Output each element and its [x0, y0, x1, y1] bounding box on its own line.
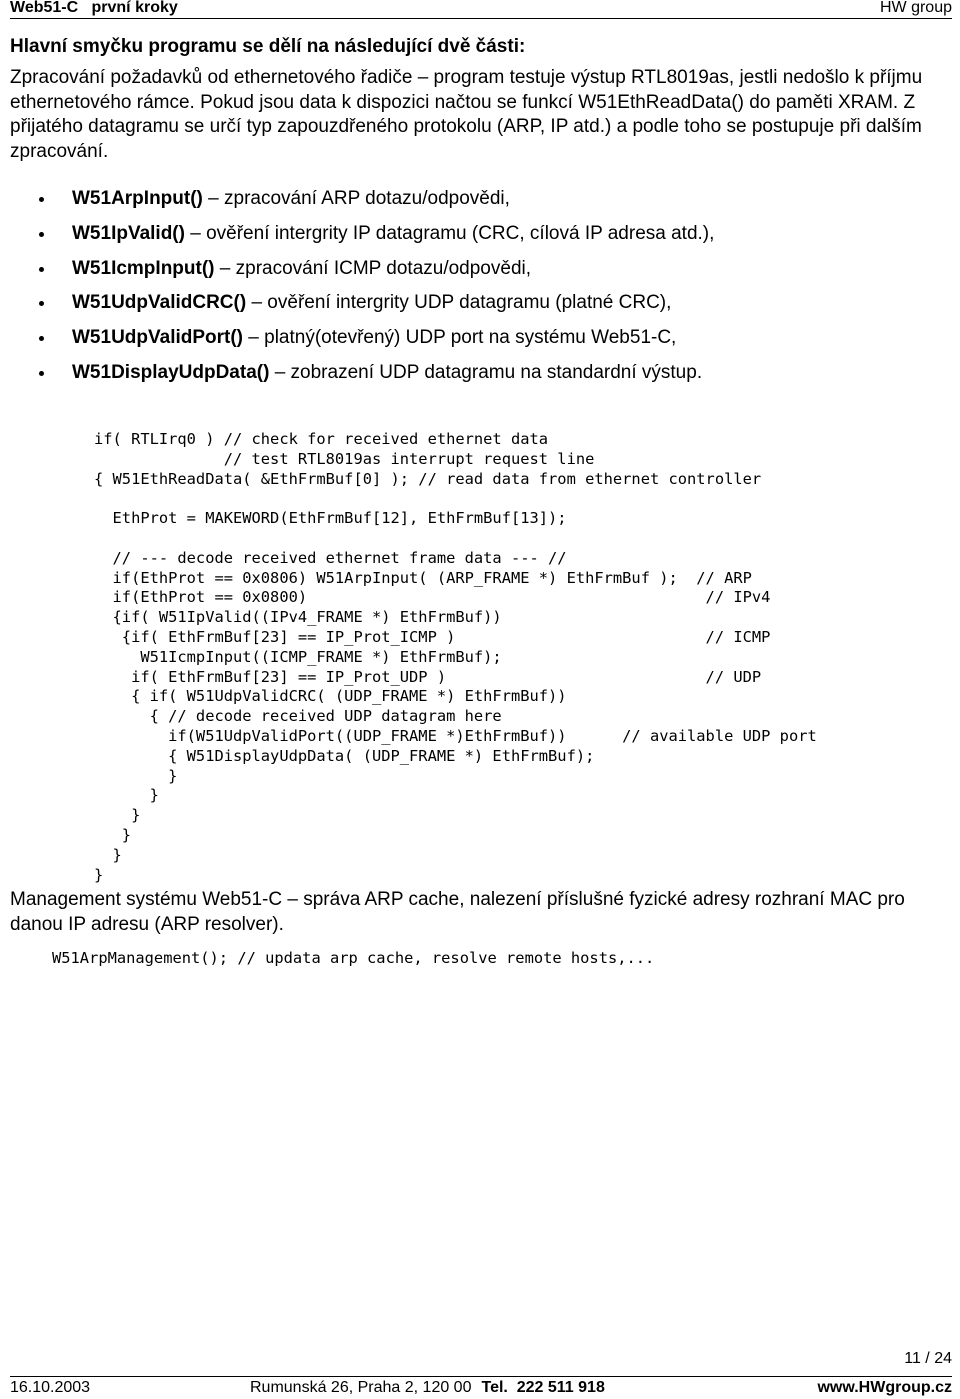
bullet-icon: [39, 301, 44, 306]
bullet-icon: [39, 371, 44, 376]
function-desc: – zobrazení UDP datagramu na standardní výstup.: [269, 361, 703, 383]
function-desc: – zpracování ARP dotazu/odpovědi,: [202, 188, 510, 209]
document-title: Web51-C první kroky: [10, 0, 178, 16]
page-header: [10, 0, 952, 19]
list-item: [10, 217, 950, 252]
management-code: W51ArpManagement(); // updata arp cache, resolve remote hosts,...: [52, 949, 655, 967]
list-item: [10, 286, 950, 321]
main-content: [10, 34, 950, 391]
footer-address: Rumunská 26, Praha 2, 120 00: [250, 1379, 472, 1396]
footer-tel: Tel. 222 511 918: [481, 1379, 605, 1396]
function-desc: – ověření intergrity UDP datagramu (platné CRC),: [246, 292, 672, 314]
function-desc: – ověření intergrity IP datagramu (CRC, cílová IP adresa atd.),: [184, 222, 715, 244]
section-heading: Hlavní smyčku programu se dělí na následující dvě části:: [10, 36, 526, 57]
bullet-icon: [39, 232, 44, 237]
list-item: [10, 252, 950, 287]
bullet-icon: [39, 336, 44, 341]
footer-web: www.HWgroup.cz: [817, 1379, 952, 1396]
list-item: [10, 356, 950, 391]
function-name: W51UdpValidCRC(): [72, 292, 247, 314]
intro-paragraph: Zpracování požadavků od ethernetového řadiče – program testuje výstup RTL8019as, jestli nedošlo k příjmu ethernetového rámce. Pokud jsou data k dispozici načtou se funkcí W51EthReadData() do paměti XRAM. Z přijatého datagramu se určí typ zapouzdřeného protokolu (ARP, IP atd.) a podle toho se postupuje při dalším zpracování.: [10, 67, 923, 162]
function-name: W51IcmpInput(): [72, 257, 215, 279]
function-desc: – platný(otevřený) UDP port na systému Web51-C,: [243, 327, 677, 349]
bullet-icon: [39, 267, 44, 272]
function-name: W51DisplayUdpData(): [72, 361, 270, 383]
function-list: [10, 182, 950, 391]
footer-date: 16.10.2003: [10, 1379, 91, 1396]
function-name: W51ArpInput(): [72, 188, 203, 209]
function-desc: – zpracování ICMP dotazu/odpovědi,: [214, 257, 532, 279]
list-item: [10, 321, 950, 356]
management-paragraph: Management systému Web51-C – správa ARP cache, nalezení příslušné fyzické adresy rozhraní MAC pro danou IP adresu (ARP resolver).: [10, 889, 905, 935]
main-loop-code: if( RTLIrq0 ) // check for received ethernet data // test RTL8019as interrupt request line { W51EthReadData( &EthFrmBuf[0] ); // read data from ethernet controller EthProt = MAKEWORD(EthFrmBuf[12], EthFrmBuf[13]); // --- decode received ethernet frame data --- // if(EthProt == 0x0806) W51ArpInput( (ARP_FRAME *) EthFrmBuf ); // ARP if(EthProt == 0x0800) // IPv4 {if( W51IpValid((IPv4_FRAME *) EthFrmBuf)) {if( EthFrmBuf[23] == IP_Prot_ICMP ) // ICMP W51IcmpInput((ICMP_FRAME *) EthFrmBuf); if( EthFrmBuf[23] == IP_Prot_UDP ) // UDP { if( W51UdpValidCRC( (UDP_FRAME *) EthFrmBuf)) { // decode received UDP datagram here if(W51UdpValidPort((UDP_FRAME *)EthFrmBuf)) // available UDP port { W51DisplayUdpData( (UDP_FRAME *) EthFrmBuf); } } } } } }: [94, 430, 817, 884]
footer-address-block: [250, 1377, 605, 1399]
list-item: [10, 182, 950, 217]
function-name: W51IpValid(): [72, 222, 185, 244]
page-number: 11 / 24: [904, 1350, 952, 1367]
page-footer: [10, 1376, 952, 1399]
function-name: W51UdpValidPort(): [72, 327, 244, 349]
bullet-icon: [39, 197, 44, 202]
company-name: HW group: [879, 0, 952, 16]
